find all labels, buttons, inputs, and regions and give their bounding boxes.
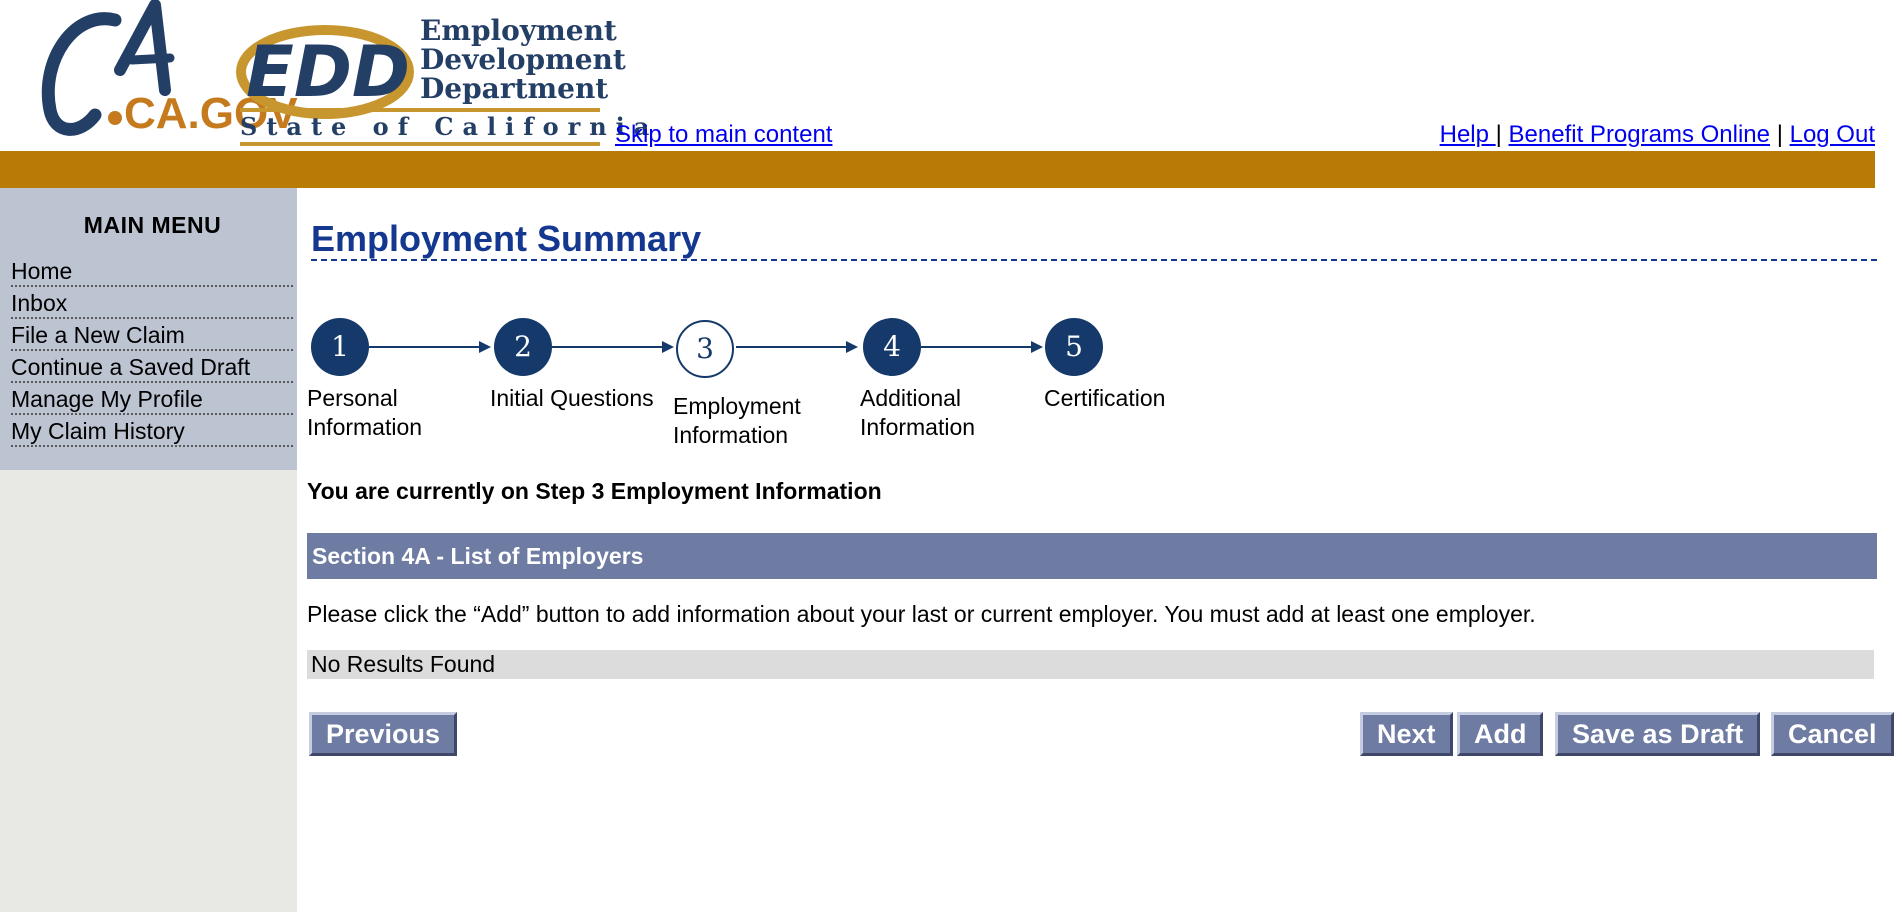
previous-button[interactable]: Previous bbox=[309, 712, 457, 756]
step-3-label bbox=[673, 392, 801, 450]
ca-gov-text: CA.GOV bbox=[124, 89, 298, 138]
step-label-line: Employment bbox=[673, 393, 801, 419]
skip-to-main-link[interactable]: Skip to main content bbox=[615, 121, 833, 148]
step-label-line: Certification bbox=[1044, 385, 1166, 411]
step-label-line: Information bbox=[307, 414, 423, 440]
step-label-line: Information bbox=[673, 422, 789, 448]
save-as-draft-button[interactable]: Save as Draft bbox=[1555, 712, 1760, 756]
step-3-circle-current: 3 bbox=[676, 320, 734, 378]
arrow-right-icon bbox=[736, 337, 860, 357]
step-label-line: Initial Questions bbox=[490, 385, 654, 411]
edd-name-line: Department bbox=[420, 72, 609, 105]
edd-department-name bbox=[420, 14, 626, 105]
arrow-right-icon bbox=[369, 337, 493, 357]
current-step-message: You are currently on Step 3 Employment Information bbox=[307, 478, 882, 504]
link-separator: | bbox=[1495, 121, 1502, 148]
step-4-label bbox=[860, 384, 975, 442]
add-button[interactable]: Add bbox=[1457, 712, 1543, 756]
step-5-circle: 5 bbox=[1045, 318, 1103, 376]
top-nav-links bbox=[1440, 121, 1875, 149]
arrow-right-icon bbox=[921, 337, 1045, 357]
title-divider bbox=[311, 259, 1877, 261]
step-1-circle: 1 bbox=[311, 318, 369, 376]
page-title: Employment Summary bbox=[311, 218, 702, 259]
header-gold-bar bbox=[0, 151, 1875, 188]
step-5-label bbox=[1044, 384, 1165, 413]
edd-state-text: State of California bbox=[240, 112, 659, 141]
menu-item-continue-saved-draft[interactable]: Continue a Saved Draft bbox=[11, 353, 293, 383]
main-menu-list bbox=[11, 257, 293, 449]
step-label-line: Information bbox=[860, 414, 976, 440]
link-separator: | bbox=[1776, 121, 1783, 148]
menu-item-file-new-claim[interactable]: File a New Claim bbox=[11, 321, 293, 351]
site-header bbox=[0, 0, 1902, 150]
main-menu bbox=[0, 188, 297, 470]
edd-logo-text: EDD bbox=[246, 31, 411, 113]
sidebar bbox=[0, 188, 297, 912]
step-4-circle: 4 bbox=[863, 318, 921, 376]
step-2-circle: 2 bbox=[494, 318, 552, 376]
menu-item-inbox[interactable]: Inbox bbox=[11, 289, 293, 319]
instructions-text: Please click the “Add” button to add information about your last or current employer. You must add at least one employer. bbox=[307, 601, 1536, 627]
section-header: Section 4A - List of Employers bbox=[307, 533, 1877, 579]
benefit-programs-online-link[interactable]: Benefit Programs Online bbox=[1508, 121, 1771, 148]
menu-item-home[interactable]: Home bbox=[11, 257, 293, 287]
next-button[interactable]: Next bbox=[1360, 712, 1453, 756]
step-label-line: Additional bbox=[860, 385, 962, 411]
edd-name-line: Employment bbox=[420, 14, 617, 47]
progress-stepper bbox=[307, 318, 1207, 458]
help-link[interactable]: Help bbox=[1439, 121, 1496, 148]
main-menu-title: MAIN MENU bbox=[83, 212, 222, 238]
menu-item-claim-history[interactable]: My Claim History bbox=[11, 417, 293, 447]
log-out-link[interactable]: Log Out bbox=[1789, 121, 1875, 148]
ca-gov-logo[interactable] bbox=[20, 0, 298, 140]
step-2-label bbox=[490, 384, 654, 413]
step-label-line: Personal bbox=[307, 385, 398, 411]
step-1-label bbox=[307, 384, 422, 442]
arrow-right-icon bbox=[552, 337, 676, 357]
menu-item-manage-profile[interactable]: Manage My Profile bbox=[11, 385, 293, 415]
cancel-button[interactable]: Cancel bbox=[1771, 712, 1894, 756]
employer-results-row: No Results Found bbox=[307, 650, 1874, 679]
edd-name-line: Development bbox=[420, 43, 626, 76]
